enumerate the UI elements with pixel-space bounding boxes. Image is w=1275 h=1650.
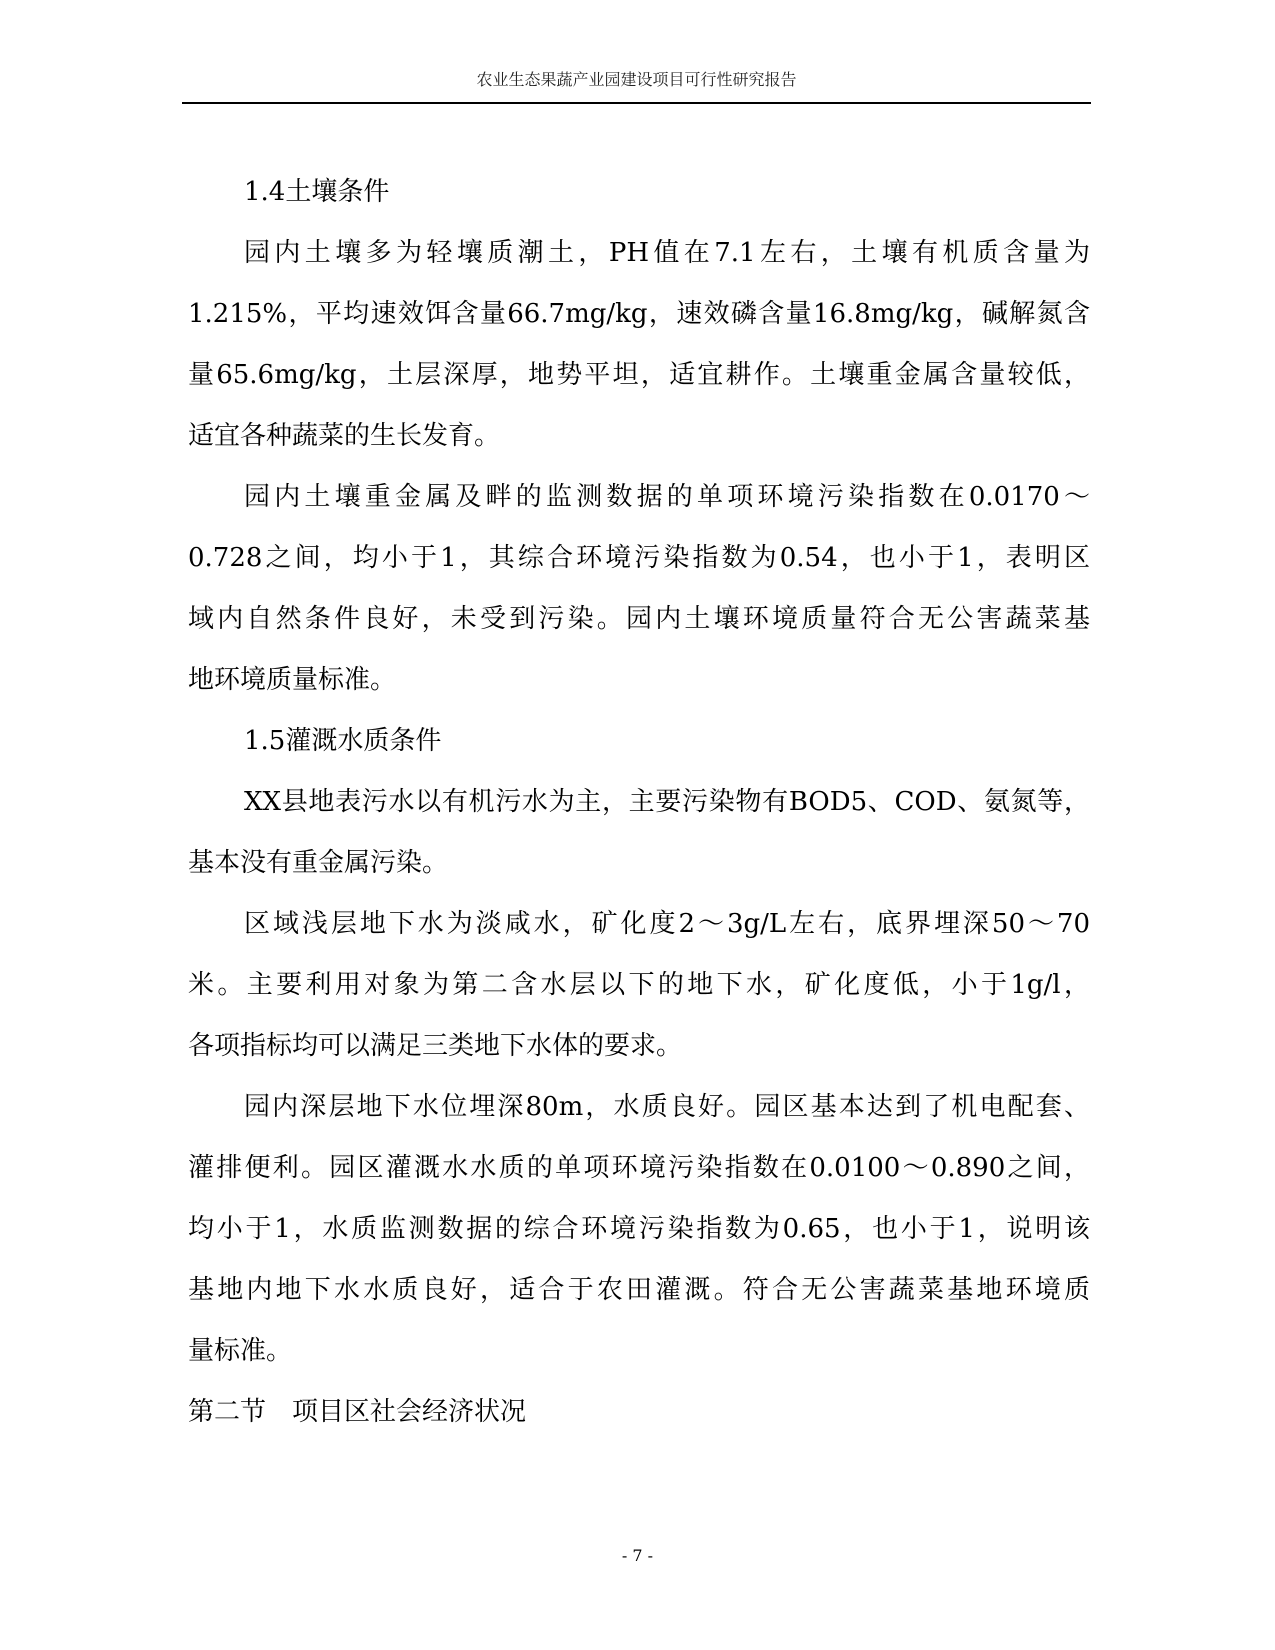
body-line: XX县地表污水以有机污水为主，主要污染物有BOD5、COD、氨氮等，	[244, 787, 1090, 817]
page-number: - 7 -	[621, 1546, 654, 1565]
header-title: 农业生态果蔬产业园建设项目可行性研究报告	[476, 70, 797, 89]
body-line: 园内土壤多为轻壤质潮土，PH值在7.1左右，土壤有机质含量为	[244, 238, 1090, 268]
section-heading-soil: 1.4土壤条件	[244, 177, 390, 207]
body-line: 米。主要利用对象为第二含水层以下的地下水，矿化度低，小于1g/l，	[188, 970, 1090, 1000]
body-line: 域内自然条件良好，未受到污染。园内土壤环境质量符合无公害蔬菜基	[188, 604, 1090, 634]
body-line: 园内土壤重金属及畔的监测数据的单项环境污染指数在0.0170～	[244, 482, 1090, 512]
body-line: 灌排便利。园区灌溉水水质的单项环境污染指数在0.0100～0.890之间，	[188, 1153, 1090, 1183]
body-line: 1.215%，平均速效饵含量66.7mg/kg，速效磷含量16.8mg/kg，碱解氮含	[188, 299, 1090, 329]
body-line: 园内深层地下水位埋深80m，水质良好。园区基本达到了机电配套、	[244, 1092, 1090, 1122]
body-line: 量标准。	[188, 1336, 293, 1366]
section-heading-irrigation: 1.5灌溉水质条件	[244, 726, 442, 756]
document-body	[188, 162, 1090, 1443]
section-heading-socioeconomic: 第二节 项目区社会经济状况	[188, 1397, 527, 1427]
body-line: 均小于1，水质监测数据的综合环境污染指数为0.65，也小于1，说明该	[188, 1214, 1090, 1244]
body-line: 适宜各种蔬菜的生长发育。	[188, 421, 501, 451]
body-line: 各项指标均可以满足三类地下水体的要求。	[188, 1031, 683, 1061]
page-header	[182, 70, 1091, 104]
body-line: 量65.6mg/kg，土层深厚，地势平坦，适宜耕作。土壤重金属含量较低，	[188, 360, 1090, 390]
body-line: 基地内地下水水质良好，适合于农田灌溉。符合无公害蔬菜基地环境质	[188, 1275, 1090, 1305]
body-line: 区域浅层地下水为淡咸水，矿化度2～3g/L左右，底界埋深50～70	[244, 909, 1090, 939]
body-line: 地环境质量标准。	[188, 665, 397, 695]
body-line: 0.728之间，均小于1，其综合环境污染指数为0.54，也小于1，表明区	[188, 543, 1090, 573]
body-line: 基本没有重金属污染。	[188, 848, 449, 878]
